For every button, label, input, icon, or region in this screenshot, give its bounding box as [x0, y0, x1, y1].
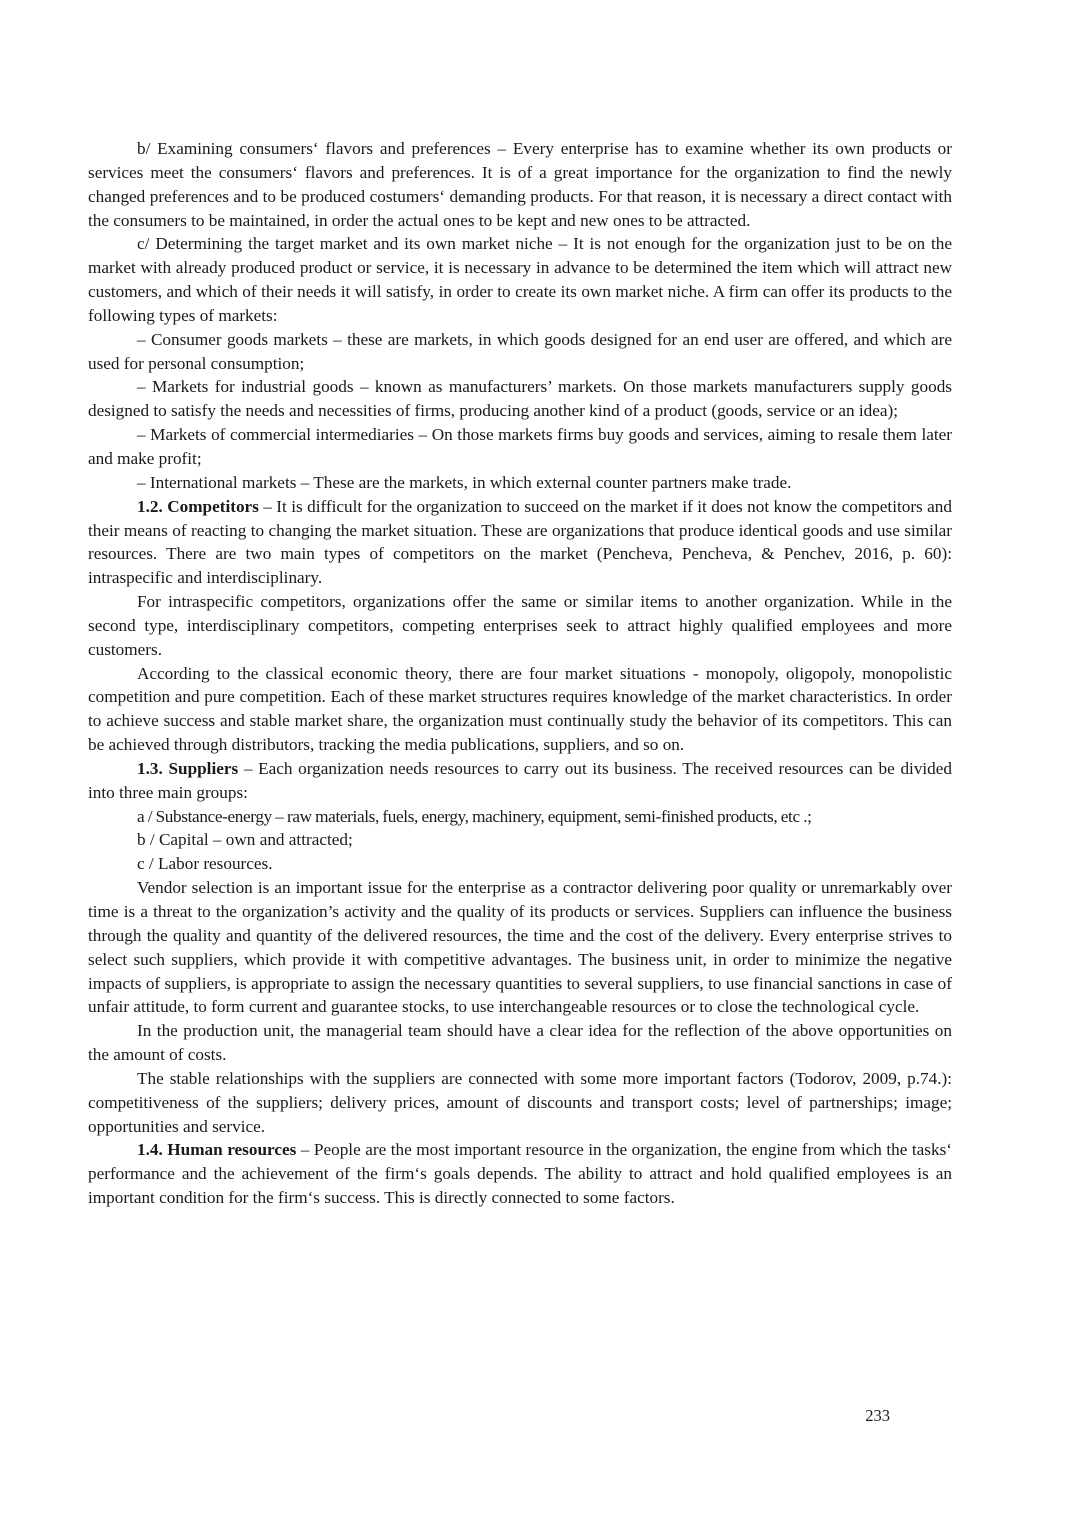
paragraph-text: Vendor selection is an important issue for the enterprise as a contractor delivering poor quality or unremarkably over time is a threat to the organization’s activity and the quality of its products or services. Suppliers can influence the business through the quality and quantity of the delivered resources, the time and the cost of the delivery. Every enterprise strives to select such suppliers, which provide it with competitive advantages. The business unit, in order to minimize the negative impacts of suppliers, is appropriate to assign the necessary quantities to several suppliers, to use financial sanctions in case of unfair attitude, to form current and guarantee stocks, to use interchangeable resources or to close the technological cycle.: [88, 878, 952, 1017]
paragraph-production-unit: [88, 1019, 952, 1067]
paragraph-text: b/ Examining consumers‘ flavors and preferences – Every enterprise has to examine whether its own products or services meet the consumers‘ flavors and preferences. It is of a great importance for the organization to find the newly changed preferences and to be produced costumers‘ demanding products. For that reason, it is necessary a direct contact with the consumers to be maintained, in order the actual ones to be kept and new ones to be attracted.: [88, 139, 952, 230]
paragraph-text: According to the classical economic theory, there are four market situations - monopoly, oligopoly, monopolistic competition and pure competition. Each of these market structures requires knowledge of the market characteristics. In order to achieve success and stable market share, the organization must continually study the behavior of its competitors. This can be achieved through distributors, tracking the media publications, suppliers, and so on.: [88, 663, 952, 755]
paragraph-consumer-preferences: [88, 137, 952, 232]
paragraph-text: – International markets – These are the markets, in which external counter partners make trade.: [137, 472, 792, 492]
list-item-industrial-goods-markets: [88, 375, 952, 423]
list-item-substance-energy: [88, 805, 952, 829]
list-item-capital: [88, 828, 952, 852]
section-heading-competitors: 1.2. Competitors: [137, 496, 259, 516]
paragraph-target-market: [88, 232, 952, 327]
section-competitors: [88, 495, 952, 590]
paragraph-text: – Markets of commercial intermediaries – On those markets firms buy goods and services, aiming to resale them later and make profit;: [88, 425, 952, 468]
paragraph-text: – Each organization needs resources to carry out its business. The received resources can be divided into three main groups:: [88, 758, 953, 802]
section-human-resources: [88, 1138, 952, 1210]
page-body: [88, 137, 952, 1210]
list-item-labor-resources: [88, 852, 952, 876]
paragraph-market-situations: [88, 662, 952, 757]
paragraph-text: In the production unit, the managerial team should have a clear idea for the reflection of the above opportunities on the amount of costs.: [88, 1021, 952, 1065]
paragraph-text: a / Substance-energy – raw materials, fuels, energy, machinery, equipment, semi-finished products, etc .;: [137, 806, 812, 826]
page-number: 233: [865, 1406, 890, 1425]
paragraph-supplier-relationships: [88, 1067, 952, 1139]
paragraph-text: – People are the most important resource in the organization, the engine from which the tasks‘ performance and the achievement of the firm‘s goals depends. The ability to attract and hold qualified employees is an important condition for the firm‘s success. This is directly connected to some factors.: [88, 1140, 952, 1208]
paragraph-text: For intraspecific competitors, organizations offer the same or similar items to another organization. While in the second type, interdisciplinary competitors, competing enterprises seek to attract highly qualified employees and more customers.: [88, 592, 952, 659]
paragraph-text: – Consumer goods markets – these are markets, in which goods designed for an end user are offered, and which are used for personal consumption;: [88, 329, 952, 373]
section-heading-suppliers: 1.3. Suppliers: [137, 758, 239, 778]
paragraph-text: – Markets for industrial goods – known as manufacturers’ markets. On those markets manufacturers supply goods designed to satisfy the needs and necessities of firms, producing another kind of a product (goods, service or an idea);: [88, 377, 952, 421]
paragraph-vendor-selection: [88, 876, 952, 1019]
list-item-commercial-intermediaries: [88, 423, 952, 471]
paragraph-text: The stable relationships with the suppliers are connected with some more important factors (Todorov, 2009, p.74.): competitiveness of the suppliers; delivery prices, amount of discounts and transport costs; level of partnerships; image; opportunities and service.: [88, 1068, 952, 1136]
section-heading-human-resources: 1.4. Human resources: [137, 1140, 297, 1160]
list-item-consumer-goods-markets: [88, 328, 952, 376]
paragraph-text: – It is difficult for the organization to succeed on the market if it does not know the competitors and their means of reacting to changing the market situation. These are organizations that produce identical goods and use similar resources. There are two main types of competitors on the market (Pencheva, Pencheva, & Penchev, 2016, p. 60): intraspecific and interdisciplinary.: [88, 496, 952, 588]
paragraph-intraspecific-competitors: [88, 590, 952, 662]
paragraph-text: c/ Determining the target market and its own market niche – It is not enough for the organization just to be on the market with already produced product or service, it is necessary in advance to be determined the item which will attract new customers, and which of their needs it will satisfy, in order to create its own market niche. A firm can offer its products to the following types of markets:: [88, 234, 952, 325]
section-suppliers: [88, 757, 952, 805]
paragraph-text: b / Capital – own and attracted;: [137, 830, 353, 850]
list-item-international-markets: [88, 471, 952, 495]
paragraph-text: c / Labor resources.: [137, 854, 273, 874]
